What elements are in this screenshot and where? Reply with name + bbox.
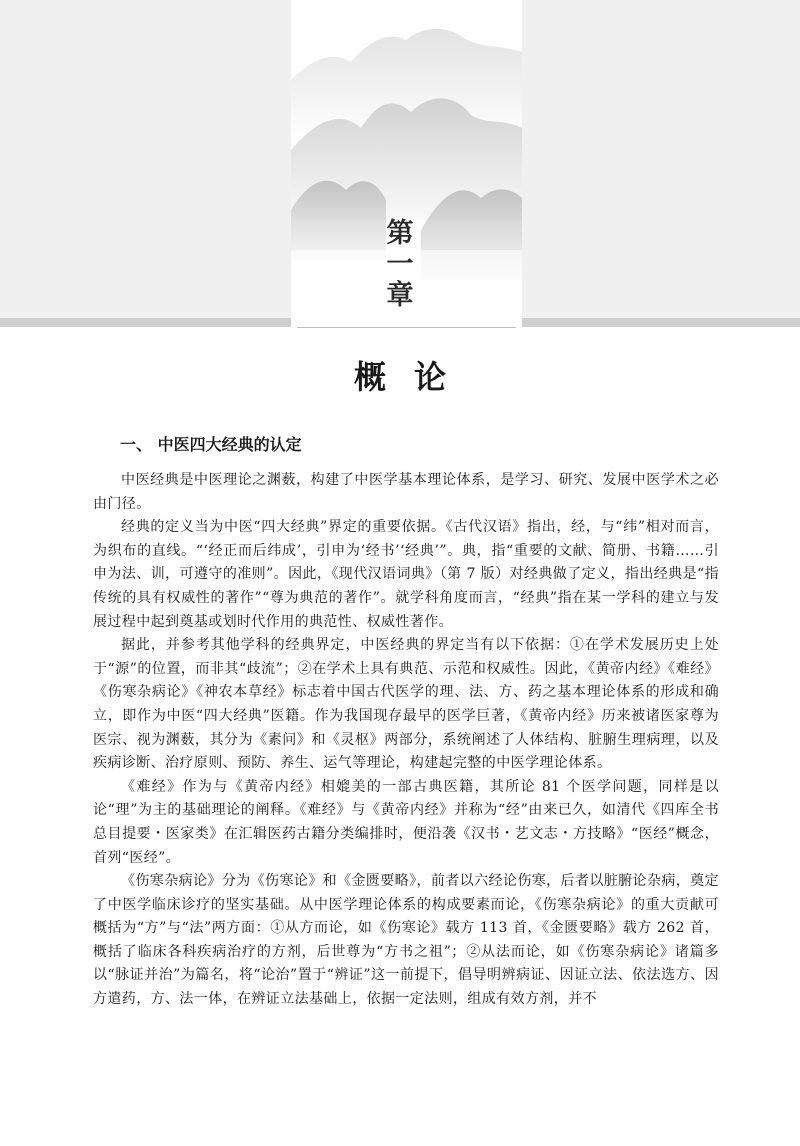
body-text xyxy=(93,469,719,1012)
chapter-number-char: 一 xyxy=(386,249,414,280)
chapter-panel-underline xyxy=(297,327,516,328)
paragraph: 中医经典是中医理论之渊薮，构建了中医学基本理论体系，是学习、研究、发展中医学术之必由门径。 xyxy=(93,472,719,512)
chapter-number xyxy=(380,218,420,311)
paragraph: 《伤寒杂病论》分为《伤寒论》和《金匮要略》，前者以六经论伤寒，后者以脏腑论杂病，奠定了中医学临床诊疗的坚实基础。从中医学理论体系的构成要素而论，《伤寒杂病论》的重大贡献可概括为“方”与“法”两方面：①从方而论，如《伤寒论》载方 113 首，《金匮要略》载方 262 首，概括了临床各科疾病治疗的方剂，后世尊为“方书之祖”；②从法而论，如《伤寒杂病论》诸篇多以“脉证并治”为篇名，将“论治”置于“辨证”这一前提下，倡导明辨病证、因证立法、依法选方、因方遣药，方、法一体，在辨证立法基础上，依据一定法则，组成有效方剂，并不 xyxy=(93,873,719,1008)
paragraph: 经典的定义当为中医“四大经典”界定的重要依据。《古代汉语》指出，经，与“纬”相对而言，为织布的直线。“‘经正而后纬成’，引申为‘经书’‘经典’”。典，指“重要的文献、简册、书籍……引申为法、训，可遵守的准则”。因此，《现代汉语词典》（第 7 版）对经典做了定义，指出经典是“指传统的具有权威性的著作”“尊为典范的著作”。就学科角度而言，“经典”指在某一学科的建立与发展过程中起到奠基或划时代作用的典范性、权威性著作。 xyxy=(93,519,719,630)
section-heading: 一、 中医四大经典的认定 xyxy=(120,435,302,454)
near-mountain-left xyxy=(291,181,386,260)
chapter-number-char: 第 xyxy=(386,218,414,249)
paragraph: 《难经》作为与《黄帝内经》相媲美的一部古典医籍，其所论 81 个医学问题，同样是以论“理”为主的基础理论的阐释。《难经》与《黄帝内经》并称为“经”由来已久，如清代《四库全书总目提要・医家类》在汇辑医药古籍分类编排时，便沿袭《汉书・艺文志・方技略》“医经”概念，首列“医经”。 xyxy=(93,778,719,866)
chapter-number-char: 章 xyxy=(386,280,414,311)
chapter-title: 概论 xyxy=(353,358,474,396)
paragraph: 据此，并参考其他学科的经典界定，中医经典的界定当有以下依据：①在学术发展历史上处于“源”的位置，而非其“歧流”；②在学术上具有典范、示范和权威性。因此，《黄帝内经》《难经》《伤寒杂病论》《神农本草经》标志着中国古代医学的理、法、方、药之基本理论体系的形成和确立，即作为中医“四大经典”医籍。作为我国现存最早的医学巨著，《黄帝内经》历来被诸医家尊为医宗、视为渊薮，其分为《素问》和《灵枢》两部分，系统阐述了人体结构、脏腑生理病理，以及疾病诊断、治疗原则、预防、养生、运气等理论，构建起完整的中医学理论体系。 xyxy=(93,637,719,772)
